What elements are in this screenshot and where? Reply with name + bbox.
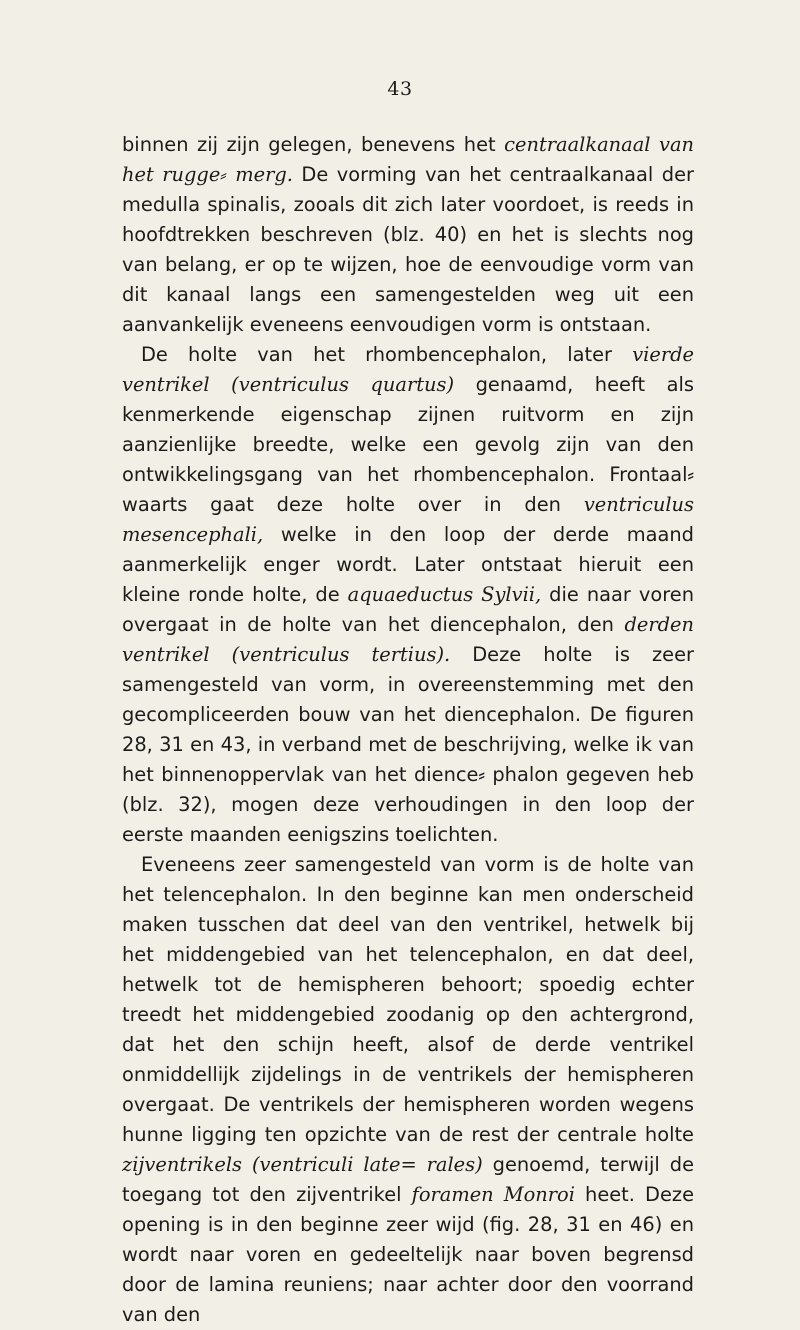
text-segment: Eveneens zeer samengesteld van vorm is de holte van het telencephalon. In den beginne kan men onderscheid maken tusschen dat deel van den ventrikel, hetwelk bij het middengebied van het telencephalon, en dat deel, hetwelk tot de hemispheren behoort; spoedig echter treedt het middengebied zoodanig op den achtergrond, dat het den schijn heeft, alsof de derde ventrikel onmiddellijk zijdelings in de ventrikels der hemispheren overgaat. De ventrikels der hemispheren worden wegens hunne ligging ten opzichte van de rest der centrale holte xyxy=(122,853,694,1146)
italic-term: centraalkanaal van het rugge⸗ merg. xyxy=(122,133,694,186)
body-text xyxy=(122,130,694,1330)
italic-term: aquaeductus Sylvii, xyxy=(347,583,542,606)
italic-term: vierde ventrikel (ventriculus quartus) xyxy=(122,343,694,396)
text-segment: binnen zij zijn gelegen, benevens het xyxy=(122,133,505,156)
paragraph-1 xyxy=(122,130,694,340)
italic-term: zijventrikels (ventriculi late= rales) xyxy=(122,1153,483,1176)
page-number: 43 xyxy=(387,78,413,100)
italic-term: foramen Monroi xyxy=(411,1183,575,1206)
italic-term: derden ventrikel (ventriculus tertius). xyxy=(122,613,694,666)
text-segment: Deze holte is zeer samengesteld van vorm, in overeenstemming met den gecompliceerden bouw van het diencephalon. De figuren 28, 31 en 43, in verband met de beschrijving, welke ik van het binnenoppervlak van het dience⸗ phalon gegeven heb (blz. 32), mogen deze verhoudingen in den loop der eerste maanden eenigszins toelichten. xyxy=(122,643,694,846)
text-segment: die naar voren overgaat in de holte van het diencephalon, den xyxy=(122,583,694,636)
text-segment: genoemd, terwijl de toegang tot den zijventrikel xyxy=(122,1153,694,1206)
paragraph-2 xyxy=(122,340,694,850)
text-segment: welke in den loop der derde maand aanmerkelijk enger wordt. Later ontstaat hieruit een kleine ronde holte, de xyxy=(122,523,694,606)
italic-term: ventriculus mesencephali, xyxy=(122,493,694,546)
text-segment: heet. Deze opening is in den beginne zeer wijd (fig. 28, 31 en 46) en wordt naar voren en gedeeltelijk naar boven begrensd door de lamina reuniens; naar achter door den voorrand van den xyxy=(122,1183,695,1326)
paragraph-3 xyxy=(122,850,694,1330)
text-segment: De holte van het rhombencephalon, later xyxy=(141,343,633,366)
text-segment: De vorming van het centraalkanaal der medulla spinalis, zooals dit zich later voordoet, is reeds in hoofdtrekken beschreven (blz. 40) en het is slechts nog van belang, er op te wijzen, hoe de eenvoudige vorm van dit kanaal langs een samengestelden weg uit een aanvankelijk eveneens eenvoudigen vorm is ontstaan. xyxy=(122,163,694,336)
text-segment: genaamd, heeft als kenmerkende eigenschap zijnen ruitvorm en zijn aanzienlijke breedte, welke een gevolg zijn van den ontwikkelingsgang van het rhombencephalon. Frontaal⸗ waarts gaat deze holte over in den xyxy=(122,373,694,516)
